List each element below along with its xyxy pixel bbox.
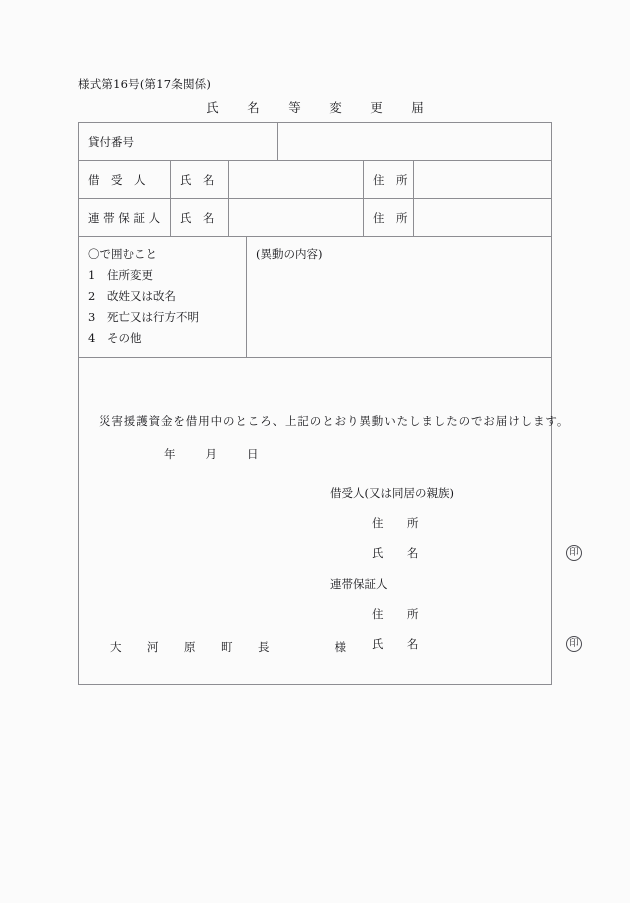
circle-options-cell xyxy=(79,237,247,358)
borrower-address-field[interactable] xyxy=(414,161,551,199)
circle-option-2-number: 2 xyxy=(88,289,96,303)
guarantor-signature-block xyxy=(330,569,582,659)
change-content-cell[interactable] xyxy=(247,237,551,358)
guarantor-name-field[interactable] xyxy=(229,199,364,237)
circle-option-3[interactable] xyxy=(88,307,246,328)
guarantor-name-label: 氏 名 xyxy=(171,199,229,237)
date-line[interactable] xyxy=(164,446,259,462)
circle-option-2[interactable] xyxy=(88,286,246,307)
date-month-label: 月 xyxy=(205,447,217,461)
circle-option-4-number: 4 xyxy=(88,331,96,345)
borrower-party-label-text: 借 受 人 xyxy=(88,172,146,187)
guarantor-party-label-text: 連 帯 保 証 人 xyxy=(88,210,161,225)
form-number: 様式第16号(第17条関係) xyxy=(78,77,212,91)
guarantor-signature-name-label: 氏 名 xyxy=(372,637,425,651)
circle-option-4[interactable] xyxy=(88,328,246,349)
declaration-statement: 災害援護資金を借用中のところ、上記のとおり異動いたしましたのでお届けします。 xyxy=(99,414,570,428)
addressee-honorific: 様 xyxy=(334,640,346,654)
loan-number-value-cell[interactable] xyxy=(278,123,551,161)
borrower-name-field[interactable] xyxy=(229,161,364,199)
change-content-heading: (異動の内容) xyxy=(256,247,323,261)
circle-option-3-number: 3 xyxy=(88,310,96,324)
date-day-label: 日 xyxy=(247,447,259,461)
circle-option-3-label: 死亡又は行方不明 xyxy=(107,310,199,324)
table-row-declaration xyxy=(79,358,579,684)
borrower-signature-address-row[interactable] xyxy=(330,508,582,538)
page-title: 氏 名 等 変 更 届 xyxy=(206,100,432,115)
borrower-signature-name-row[interactable] xyxy=(330,538,582,568)
addressee-office: 大 河 原 町 長 xyxy=(110,640,277,654)
borrower-signature-address-label: 住 所 xyxy=(372,516,425,530)
date-year-label: 年 xyxy=(164,447,176,461)
borrower-signature-block xyxy=(330,478,582,568)
guarantor-address-label: 住 所 xyxy=(364,199,414,237)
seal-icon: 印 xyxy=(566,545,582,561)
guarantor-address-field[interactable] xyxy=(414,199,551,237)
guarantor-signature-name-row[interactable] xyxy=(330,629,582,659)
seal-icon: 印 xyxy=(566,636,582,652)
addressee-line xyxy=(110,639,346,655)
circle-option-4-label: その他 xyxy=(107,331,142,345)
borrower-name-label: 氏 名 xyxy=(171,161,229,199)
circle-instruction: 〇で囲むこと xyxy=(88,247,157,261)
form-table xyxy=(78,122,579,685)
table-row-borrower xyxy=(79,161,551,199)
table-row-guarantor xyxy=(79,199,551,237)
guarantor-signature-title: 連帯保証人 xyxy=(330,577,388,591)
borrower-signature-name-label: 氏 名 xyxy=(372,546,425,560)
borrower-address-label: 住 所 xyxy=(364,161,414,199)
guarantor-signature-address-label: 住 所 xyxy=(372,607,425,621)
guarantor-party-label xyxy=(79,199,171,237)
loan-number-label-cell: 貸付番号 xyxy=(79,123,278,161)
circle-option-1-label: 住所変更 xyxy=(107,268,153,282)
borrower-party-label xyxy=(79,161,171,199)
circle-option-1[interactable] xyxy=(88,265,246,286)
circle-option-2-label: 改姓又は改名 xyxy=(107,289,176,303)
guarantor-signature-address-row[interactable] xyxy=(330,599,582,629)
circle-option-1-number: 1 xyxy=(88,268,96,282)
borrower-signature-title: 借受人(又は同居の親族) xyxy=(330,486,454,500)
table-row-change-reason xyxy=(79,237,551,358)
table-row-loan-number xyxy=(79,123,551,161)
